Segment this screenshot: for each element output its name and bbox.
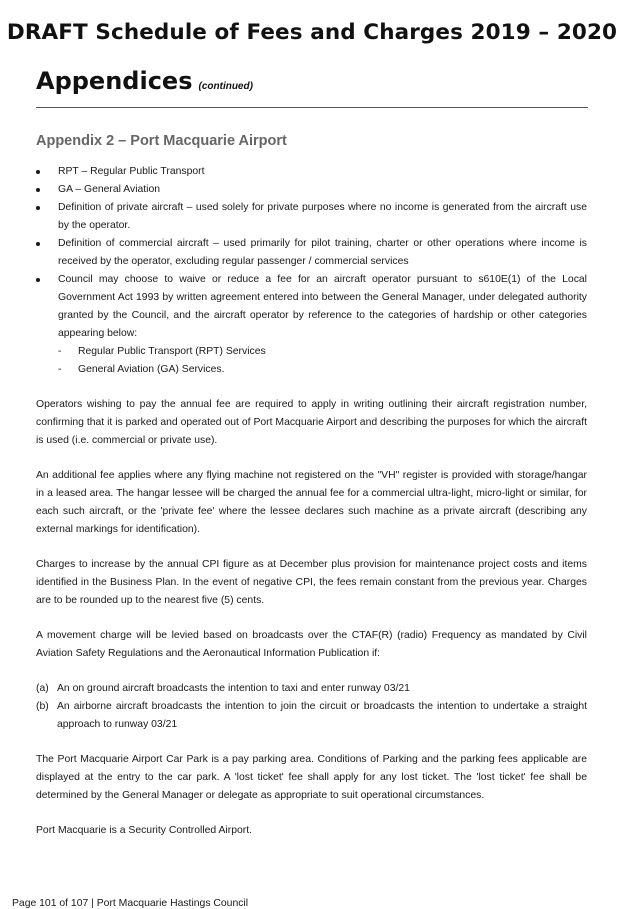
bullet-icon [36, 188, 40, 192]
list-item [36, 698, 587, 734]
cpi-charges-paragraph: Charges to increase by the annual CPI figure as at December plus provision for maintenance project costs and items identified in the Business Plan. In the event of negative CPI, the fees remain constant from the previous year. Charges are to be rounded up to the nearest five (5) cents. [36, 559, 587, 606]
service-categories-list [58, 343, 587, 379]
car-park-paragraph: The Port Macquarie Airport Car Park is a pay parking area. Conditions of Parking and the parking fees applicable are displayed at the entry to the car park. A 'lost ticket' fee shall apply for any lost ticket. The 'lost ticket' fee shall be determined by the General Manager or delegate as appropriate to suit operational circumstances. [36, 754, 587, 801]
movement-charge-paragraph: A movement charge will be levied based on broadcasts over the CTAF(R) (radio) Frequency as mandated by Civil Aviation Safety Regulations and the Aeronautical Information Publication if: [36, 630, 587, 659]
bullet-icon [36, 242, 40, 246]
definitions-list [36, 163, 587, 379]
document-body [36, 163, 587, 840]
list-item-text: An airborne aircraft broadcasts the intention to join the circuit or broadcasts the intention to undertake a straight approach to runway 03/21 [57, 701, 587, 730]
item-marker: (a) [36, 683, 49, 694]
list-item-text: RPT – Regular Public Transport [58, 166, 205, 177]
sub-list-item-text: General Aviation (GA) Services. [78, 364, 225, 375]
list-item-text: GA – General Aviation [58, 184, 161, 195]
continued-note: (continued) [198, 81, 253, 92]
item-marker: (b) [36, 701, 49, 712]
section-heading [36, 67, 253, 96]
list-item-text: Definition of commercial aircraft – used primarily for pilot training, charter or other operations where income is received by the operator, excluding regular passenger / commercial services [58, 238, 587, 267]
dash-marker: - [58, 364, 62, 375]
list-item-text: Definition of private aircraft – used solely for private purposes where no income is generated from the aircraft use by the operator. [58, 202, 587, 231]
heading-divider [36, 107, 588, 108]
list-item [36, 271, 587, 379]
appendix-subheading: Appendix 2 – Port Macquarie Airport [36, 133, 287, 149]
list-item-text: An on ground aircraft broadcasts the intention to taxi and enter runway 03/21 [57, 683, 410, 694]
dash-marker: - [58, 346, 62, 357]
list-item [36, 181, 587, 199]
bullet-icon [36, 170, 40, 174]
list-item [36, 163, 587, 181]
list-item-text: Council may choose to waive or reduce a fee for an aircraft operator pursuant to s610E(1) of the Local Government Act 1993 by written agreement entered into between the General Manager, under delegated authority granted by the Council, and the aircraft operator by reference to the categories of hardship or other categories appearing below: [58, 274, 587, 339]
list-item [36, 235, 587, 271]
page-footer: Page 101 of 107 | Port Macquarie Hastings Council [12, 898, 249, 909]
sub-list-item [58, 361, 587, 379]
appendices-heading: Appendices [36, 67, 193, 95]
list-item [36, 680, 587, 698]
document-title: DRAFT Schedule of Fees and Charges 2019 – 2020 [6, 20, 618, 45]
list-item [36, 199, 587, 235]
sub-list-item-text: Regular Public Transport (RPT) Services [78, 346, 266, 357]
bullet-icon [36, 206, 40, 210]
unregistered-aircraft-paragraph: An additional fee applies where any flying machine not registered on the "VH" register is provided with storage/hangar in a leased area. The hangar lessee will be charged the annual fee for a commercial ultra-light, micro-light or similar, for each such aircraft, or the 'private fee' where the lessee declares such machine as a private aircraft (describing any external markings for identification). [36, 470, 587, 535]
sub-list-item [58, 343, 587, 361]
bullet-icon [36, 278, 40, 282]
movement-conditions-list [36, 680, 587, 734]
annual-fee-paragraph: Operators wishing to pay the annual fee are required to apply in writing outlining their aircraft registration number, confirming that it is parked and operated out of Port Macquarie Airport and describing the purposes for which the aircraft is used (i.e. commercial or private use). [36, 399, 587, 446]
security-paragraph: Port Macquarie is a Security Controlled Airport. [36, 825, 252, 836]
